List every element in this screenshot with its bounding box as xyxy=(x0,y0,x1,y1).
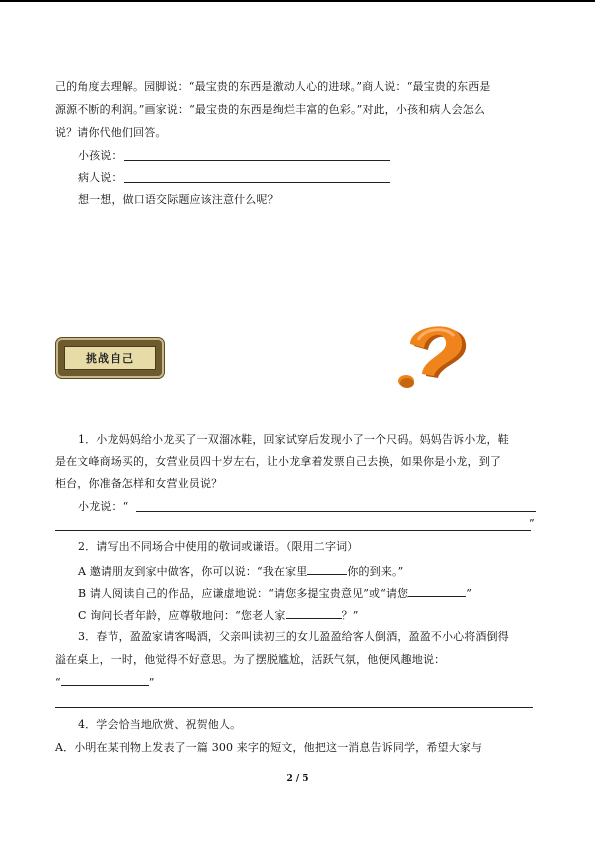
page-top-border xyxy=(0,0,595,2)
q1-answer-label: 小龙说：“ xyxy=(78,500,129,513)
q3-line-1: 3．春节，盈盈家请客喝酒，父亲叫读初三的女儿盈盈给客人倒酒，盈盈不小心将酒倒得 xyxy=(78,630,509,643)
q3-extra-line[interactable] xyxy=(55,707,533,708)
q3-answer: “ ” xyxy=(55,676,155,689)
q1-close-quote: ” xyxy=(529,517,535,530)
think-prompt: 想一想，做口语交际题应该注意什么呢？ xyxy=(78,193,279,206)
q2-stem: 2．请写出不同场合中使用的敬词或谦语。（限用二字词） xyxy=(78,540,359,553)
page-number: 2 / 5 xyxy=(286,774,309,784)
q1-line-1: 1．小龙妈妈给小龙买了一双溜冰鞋，回家试穿后发现小了一个尺码。妈妈告诉小龙，鞋 xyxy=(78,433,509,446)
q2-c-blank[interactable] xyxy=(286,607,342,619)
intro-line-2: 源源不断的利润。”画家说：“最宝贵的东西是绚烂丰富的色彩。”对此，小孩和病人会怎么 xyxy=(55,103,486,116)
patient-answer-line[interactable] xyxy=(124,182,390,183)
q2-option-c: C 询问长者年龄，应尊敬地问：“您老人家 ？” xyxy=(78,609,359,622)
q1-answer-line-2[interactable] xyxy=(55,530,531,531)
section-badge-label: 挑战自己 xyxy=(86,352,134,365)
q1-line-3: 柜台，你准备怎样和女营业员说？ xyxy=(55,477,223,490)
child-answer-line[interactable] xyxy=(124,160,390,161)
q1-answer-line-1[interactable] xyxy=(136,511,536,512)
q1-line-2: 是在文峰商场买的，女营业员四十岁左右，让小龙拿着发票自己去换，如果你是小龙，到了 xyxy=(55,455,501,468)
question-mark-icon xyxy=(392,318,478,400)
q3-answer-blank[interactable] xyxy=(61,674,149,686)
child-answer-label: 小孩说： xyxy=(78,149,123,162)
q2-option-b: B 请人阅读自己的作品，应谦虚地说：“请您多提宝贵意见”或“请您 ” xyxy=(78,587,473,600)
patient-answer-label: 病人说： xyxy=(78,171,123,184)
q3-line-2: 溢在桌上，一时，他觉得不好意思。为了摆脱尴尬，活跃气氛，他便风趣地说： xyxy=(55,653,446,666)
q4-option-a: A．小明在某刊物上发表了一篇 300 来字的短文，他把这一消息告诉同学，希望大家与 xyxy=(55,741,483,754)
intro-line-1: 己的角度去理解。园脚说：“最宝贵的东西是激动人心的进球。”商人说：“最宝贵的东西是 xyxy=(55,80,491,93)
q2-option-a: A 邀请朋友到家中做客，你可以说：“我在家里 你的到来。” xyxy=(78,565,404,578)
section-badge xyxy=(58,340,162,376)
q2-a-blank[interactable] xyxy=(307,563,347,575)
q2-b-blank[interactable] xyxy=(408,585,466,597)
intro-line-3: 说？请你代他们回答。 xyxy=(55,126,167,139)
q4-stem: 4．学会恰当地欣赏、祝贺他人。 xyxy=(78,718,242,731)
